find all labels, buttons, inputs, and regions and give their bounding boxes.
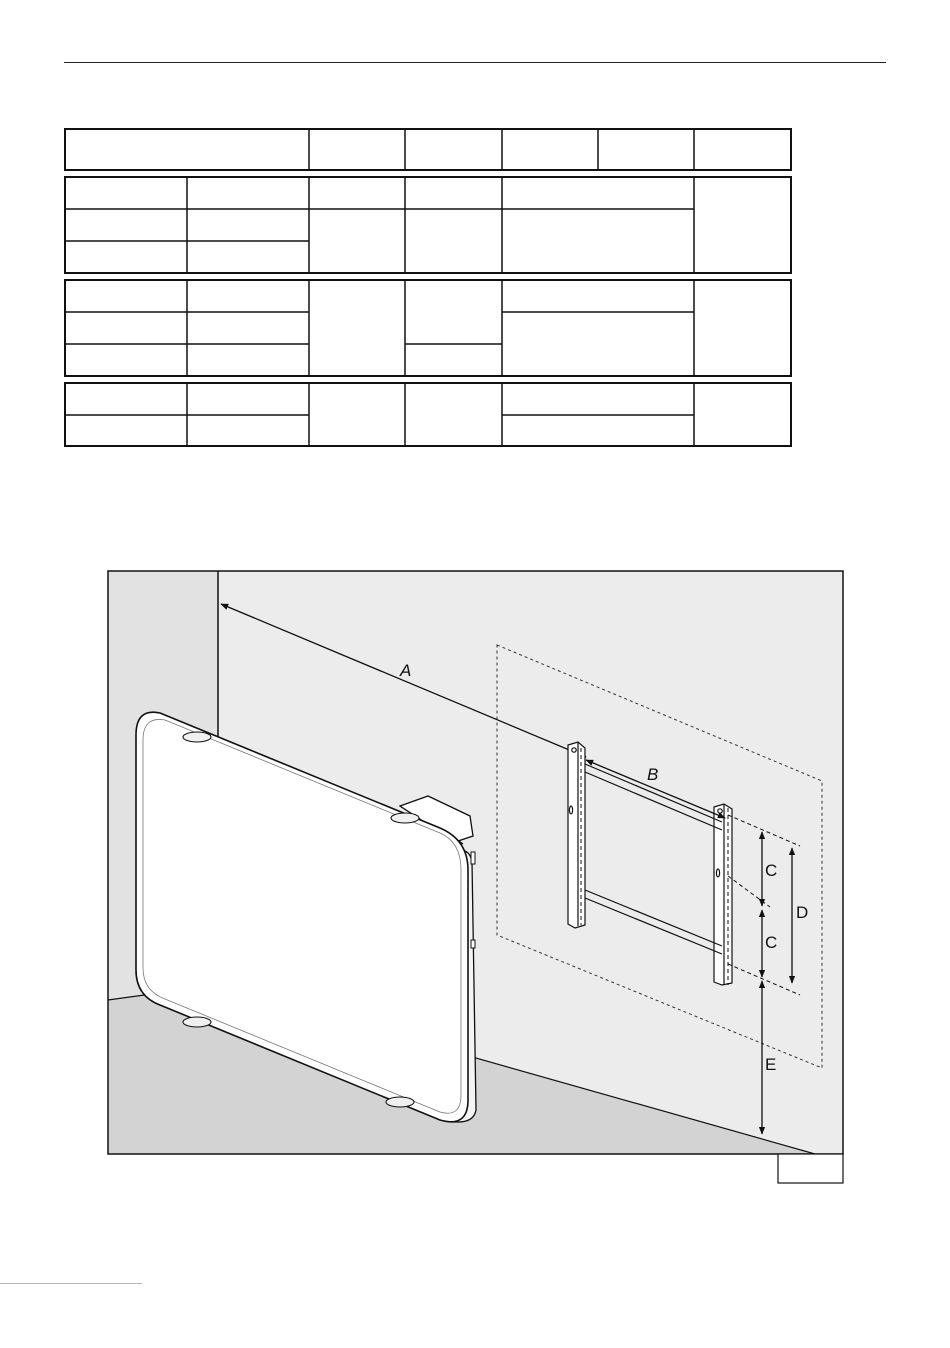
spec-table bbox=[65, 129, 791, 446]
installation-figure bbox=[108, 571, 843, 1183]
spec-table-group-3 bbox=[65, 383, 791, 446]
figure-number-box bbox=[778, 1154, 843, 1183]
dimension-d-label: D bbox=[796, 903, 809, 922]
footer-rule bbox=[0, 1283, 142, 1284]
dimension-a-label: A bbox=[400, 661, 412, 680]
dimension-c-lower-label: C bbox=[765, 933, 778, 952]
spec-table-group-2 bbox=[65, 280, 791, 376]
spec-table-header bbox=[65, 129, 791, 170]
dimension-b-label: B bbox=[647, 765, 659, 784]
spec-table-group-1 bbox=[65, 177, 791, 273]
dimension-c-upper-label: C bbox=[765, 861, 778, 880]
dimension-e-label: E bbox=[765, 1055, 777, 1074]
